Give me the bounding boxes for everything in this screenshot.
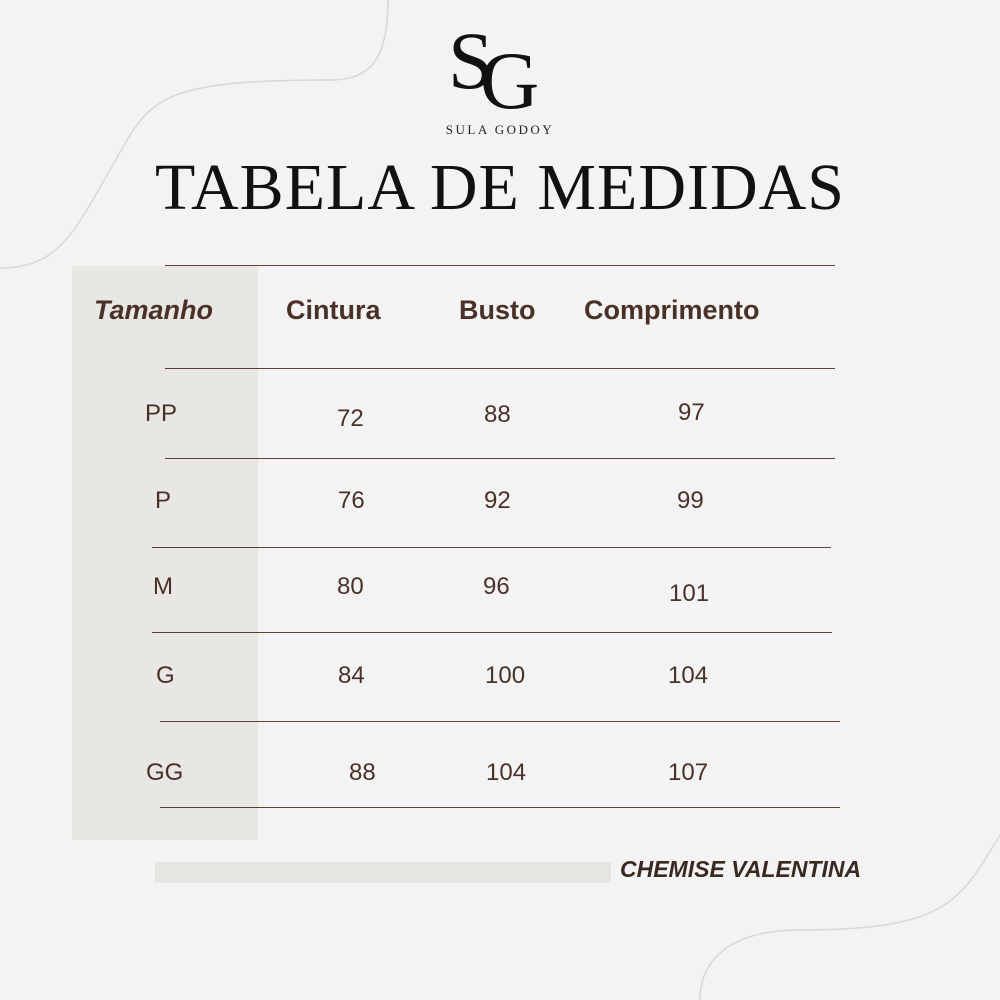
page-title: TABELA DE MEDIDAS — [154, 151, 846, 224]
cell-comprimento: 99 — [677, 487, 704, 514]
cell-cintura: 80 — [337, 573, 364, 600]
cell-tamanho: G — [156, 662, 175, 689]
cell-busto: 104 — [486, 759, 527, 786]
cell-busto: 100 — [485, 662, 526, 689]
table-rule — [160, 807, 840, 808]
table-rule — [152, 547, 831, 548]
header-busto: Busto — [459, 295, 536, 325]
table-rule — [152, 632, 832, 633]
cell-cintura: 76 — [338, 487, 365, 514]
header-cintura: Cintura — [286, 295, 381, 325]
cell-tamanho: GG — [146, 759, 184, 786]
cell-cintura: 88 — [349, 759, 376, 786]
logo-monogram-s: S — [448, 15, 494, 106]
logo-monogram-g: G — [480, 35, 540, 126]
cell-cintura: 72 — [337, 405, 364, 432]
cell-cintura: 84 — [338, 662, 365, 689]
cell-comprimento: 107 — [668, 759, 709, 786]
cell-comprimento: 104 — [668, 662, 709, 689]
header-tamanho: Tamanho — [94, 295, 214, 325]
brand-logo — [440, 15, 560, 126]
cell-tamanho: PP — [145, 400, 178, 427]
table-rule — [165, 368, 835, 369]
size-column-highlight — [72, 266, 258, 840]
brand-name: SULA GODOY — [445, 122, 555, 137]
table-rule — [165, 265, 835, 266]
cell-comprimento: 97 — [678, 399, 705, 426]
table-rule — [165, 458, 835, 459]
cell-busto: 92 — [484, 487, 511, 514]
header-comprimento: Comprimento — [584, 295, 760, 325]
cell-busto: 88 — [484, 401, 511, 428]
cell-tamanho: P — [155, 487, 172, 514]
cell-comprimento: 101 — [669, 580, 710, 607]
cell-tamanho: M — [153, 573, 173, 600]
table-rule — [160, 721, 840, 722]
product-name: CHEMISE VALENTINA — [620, 856, 862, 882]
cell-busto: 96 — [483, 573, 510, 600]
footer-accent-bar — [155, 862, 611, 883]
